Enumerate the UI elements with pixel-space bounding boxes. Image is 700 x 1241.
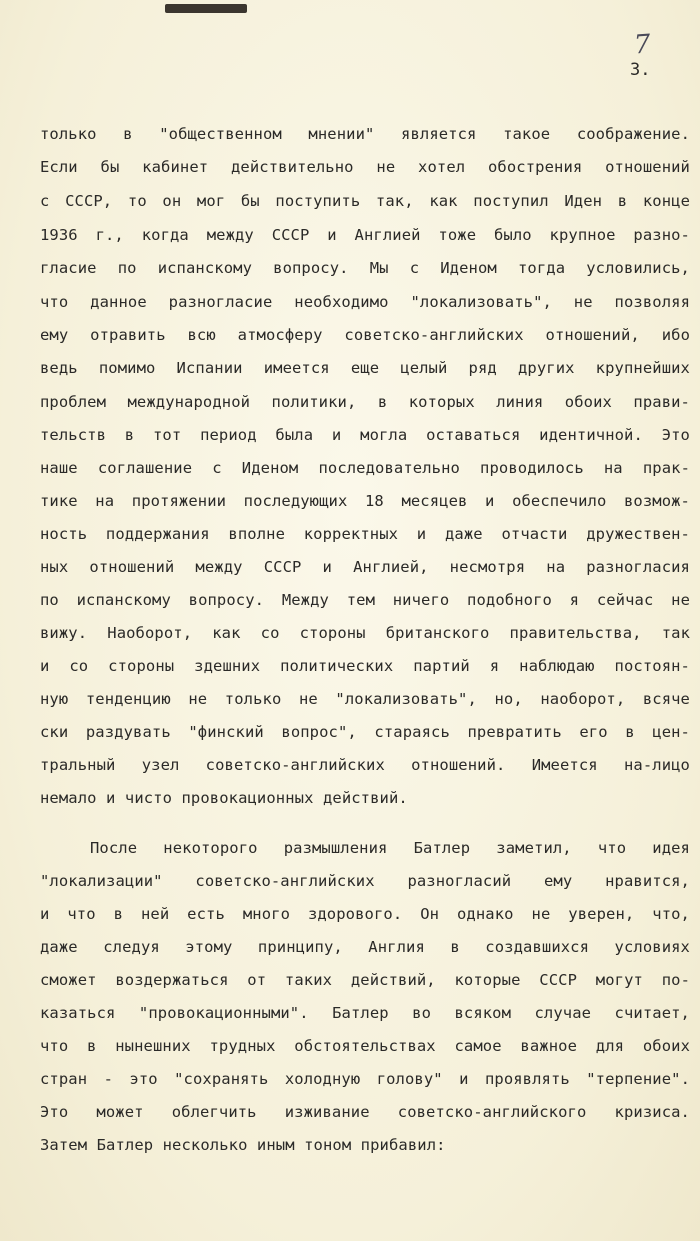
text-line: ведь помимо Испании имеется еще целый ряд других крупнейших xyxy=(40,359,690,377)
text-line: гласие по испанскому вопросу. Мы с Иденом тогда условились, xyxy=(40,259,690,277)
text-line: тике на протяжении последующих 18 месяцев и обеспечило возмож- xyxy=(40,492,690,510)
text-line: даже следуя этому принципу, Англия в создавшихся условиях xyxy=(40,938,690,956)
text-line: немало и чисто провокационных действий. xyxy=(40,789,408,807)
page-number: 3. xyxy=(630,60,651,80)
text-line: После некоторого размышления Батлер заметил, что идея xyxy=(90,839,690,857)
text-line: "локализации" советско-английских разногласий ему нравится, xyxy=(40,872,690,890)
text-line: что в нынешних трудных обстоятельствах самое важное для обоих xyxy=(40,1037,690,1055)
text-line: что данное разногласие необходимо "локализовать", не позволяя xyxy=(40,293,690,311)
text-line: по испанскому вопросу. Между тем ничего подобного я сейчас не xyxy=(40,591,690,609)
text-line: и что в ней есть много здорового. Он однако не уверен, что, xyxy=(40,905,690,923)
text-line: и со стороны здешних политических партий я наблюдаю постоян- xyxy=(40,657,690,675)
handwritten-folio-number: 7 xyxy=(632,29,652,61)
text-line: Если бы кабинет действительно не хотел обострения отношений xyxy=(40,158,690,176)
text-line: ных отношений между СССР и Англией, несмотря на разногласия xyxy=(40,558,690,576)
text-line: проблем международной политики, в которых линия обоих прави- xyxy=(40,393,690,411)
text-line: с СССР, то он мог бы поступить так, как поступил Иден в конце xyxy=(40,192,690,210)
text-line: наше соглашение с Иденом последовательно проводилось на прак- xyxy=(40,459,690,477)
text-line: 1936 г., когда между СССР и Англией тоже было крупное разно- xyxy=(40,226,690,244)
text-line: сможет воздержаться от таких действий, которые СССР могут по- xyxy=(40,971,690,989)
text-line: Это может облегчить изживание советско-английского кризиса. xyxy=(40,1103,690,1121)
text-line: тральный узел советско-английских отношений. Имеется на-лицо xyxy=(40,756,690,774)
text-line: ность поддержания вполне корректных и даже отчасти дружествен- xyxy=(40,525,690,543)
text-line: Затем Батлер несколько иным тоном прибавил: xyxy=(40,1136,446,1154)
text-line: ную тенденцию не только не "локализовать", но, наоборот, всяче xyxy=(40,690,690,708)
text-line: ски раздувать "финский вопрос", стараясь превратить его в цен- xyxy=(40,723,690,741)
text-line: ему отравить всю атмосферу советско-английских отношений, ибо xyxy=(40,326,690,344)
text-line: только в "общественном мнении" является такое соображение. xyxy=(40,125,690,143)
text-line: стран - это "сохранять холодную голову" и проявлять "терпение". xyxy=(40,1070,690,1088)
text-line: казаться "провокационными". Батлер во всяком случае считает, xyxy=(40,1004,690,1022)
text-line: тельств в тот период была и могла оставаться идентичной. Это xyxy=(40,426,690,444)
text-line: вижу. Наоборот, как со стороны британского правительства, так xyxy=(40,624,690,642)
